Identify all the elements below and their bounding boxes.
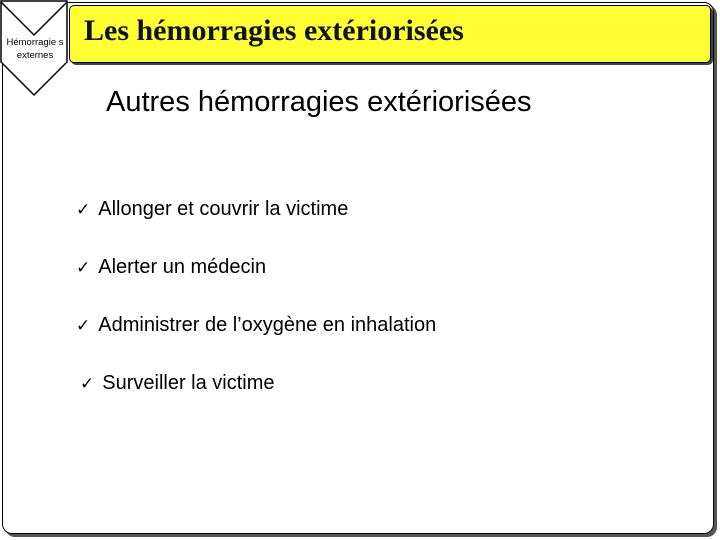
list-item <box>76 256 266 279</box>
list-item-text: Alerter un médecin <box>98 256 267 278</box>
list-item-text: Administrer de l’oxygène en inhalation <box>98 314 437 336</box>
checkmark-icon: ✓ <box>76 200 91 220</box>
checkmark-icon: ✓ <box>80 374 95 394</box>
checkmark-icon: ✓ <box>76 316 91 336</box>
title-banner <box>69 5 711 63</box>
section-label: Hémorragie s externes <box>6 37 64 61</box>
slide-subtitle: Autres hémorragies extériorisées <box>106 86 532 118</box>
list-item-text: Allonger et couvrir la victime <box>98 198 349 220</box>
list-item <box>76 198 348 221</box>
page-title: Les hémorragies extériorisées <box>84 14 464 47</box>
list-item-text: Surveiller la victime <box>102 372 275 394</box>
list-item <box>80 372 275 395</box>
section-chevron-badge <box>0 0 72 100</box>
list-item <box>76 314 436 337</box>
checkmark-icon: ✓ <box>76 258 91 278</box>
